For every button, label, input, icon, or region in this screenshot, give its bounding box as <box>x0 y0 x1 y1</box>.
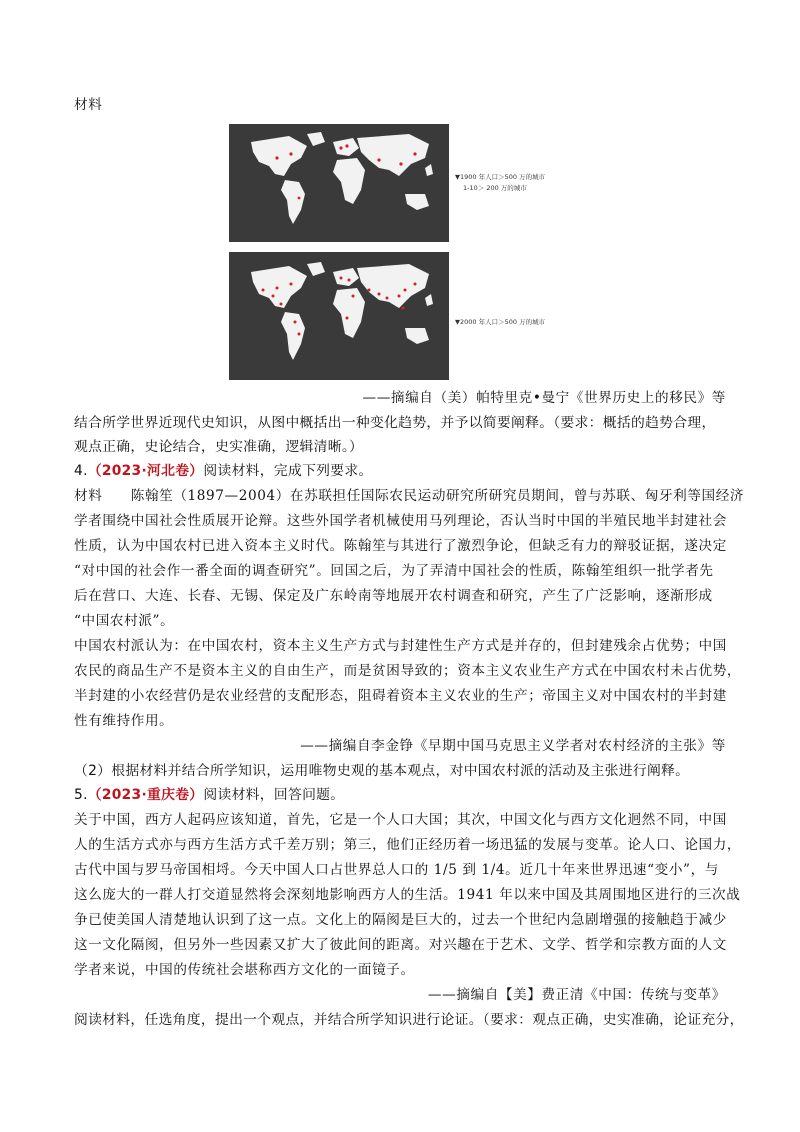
q5-material-line-1: 关于中国，西方人起码应该知道，首先，它是一个人口大国；其次，中国文化与西方文化迥然不同，中国 <box>74 812 727 828</box>
map-1900-legend-1: ▼1900 年人口＞500 万的城市 <box>455 173 546 181</box>
q5-material-line-3: 古代中国与罗马帝国相埒。今天中国人口占世界总人口的 1/5 到 1/4。近几十年来世界迅速“变小”，与 <box>74 862 719 878</box>
q4-material-line-7: 中国农村派认为：在中国农村，资本主义生产方式与封建性生产方式是并存的，但封建残余占优势；中国 <box>74 638 727 654</box>
q5-material-line-5: 争已使美国人清楚地认识到了这一点。文化上的隔阂是巨大的，过去一个世纪内急剧增强的接触趋于减少 <box>74 912 727 928</box>
world-map-1900-image <box>229 124 449 242</box>
q4-material-line-9: 半封建的小农经营仍是农业经营的支配形态，阻碍着资本主义农业的生产；帝国主义对中国农村的半封建 <box>74 688 727 704</box>
question3-line-2: 观点正确，史论结合，史实准确，逻辑清晰。） <box>74 439 364 455</box>
q5-question: 阅读材料，任选角度，提出一个观点，并结合所学知识进行论证。（要求：观点正确，史实准确，论证充分， <box>74 1012 744 1028</box>
q4-material-line-2: 学者围绕中国社会性质展开论辩。这些外国学者机械使用马列理论，否认当时中国的半殖民地半封建社会 <box>74 513 727 529</box>
q4-material-line-6: “中国农村派”。 <box>74 613 175 629</box>
q4-material-line-10: 性有维持作用。 <box>74 713 174 729</box>
q5-material-line-4: 这么庞大的一群人打交道显然将会深刻地影响西方人的生活。1941 年以来中国及其周围地区进行的三次战 <box>74 887 741 903</box>
q5-instruction: 阅读材料，回答问题。 <box>203 787 345 803</box>
q5-source: ——摘编自【美】费正清《中国：传统与变革》 <box>427 987 726 1003</box>
q4-material-line-3: 性质，认为中国农村已进入资本主义时代。陈翰笙与其进行了激烈争论，但缺乏有力的辩驳证据，遂决定 <box>74 538 727 554</box>
world-map-2000 <box>229 252 449 380</box>
q4-material-line-8: 农民的商品生产不是资本主义的自由生产，而是贫困导致的；资本主义农业生产方式在中国农村未占优势， <box>74 663 742 679</box>
q4-material-line-1: 材料 陈翰笙（1897—2004）在苏联担任国际农民运动研究所研究员期间，曾与苏联、匈牙利等国经济 <box>74 488 745 504</box>
map-2000-legend: ▼2000 年人口＞500 万的城市 <box>455 318 546 326</box>
q4-source-tag: （2023·河北卷） <box>87 463 204 479</box>
map-1900-legend-2: 1-10＞ 200 万的城市 <box>463 184 527 192</box>
q5-material-line-6: 这一文化隔阂，但另外一些因素又扩大了彼此间的距离。对兴趣在于艺术、文学、哲学和宗教方面的人文 <box>74 937 727 953</box>
q5-material-line-7: 学者来说，中国的传统社会堪称西方文化的一面镜子。 <box>74 962 415 978</box>
q5-source-tag: （2023·重庆卷） <box>87 787 204 803</box>
question3-line-1: 结合所学世界近现代史知识，从图中概括出一种变化趋势，并予以简要阐释。（要求：概括的趋势合理， <box>74 415 716 431</box>
world-map-1900 <box>229 124 449 242</box>
material-label: 材料 <box>74 97 103 113</box>
q4-material-line-5: 后在营口、大连、长春、无锡、保定及广东岭南等地展开农村调查和研究，产生了广泛影响，逐渐形成 <box>74 588 713 604</box>
q4-source: ——摘编自李金铮《早期中国马克思主义学者对农村经济的主张》等 <box>300 738 726 754</box>
q4-header <box>74 461 373 481</box>
source-manning: ——摘编自（美）帕特里克•曼宁《世界历史上的移民》等 <box>362 390 726 406</box>
q5-number: 5. <box>74 787 88 803</box>
world-map-2000-image <box>229 252 449 380</box>
q4-question: （2）根据材料并结合所学知识，运用唯物史观的基本观点，对中国农村派的活动及主张进行阐释。 <box>74 763 690 779</box>
q4-material-line-4: “对中国的社会作一番全面的调查研究”。回国之后，为了弄清中国社会的性质，陈翰笙组织一批学者先 <box>74 563 714 579</box>
q5-header <box>74 785 344 805</box>
q5-material-line-2: 人的生活方式亦与西方生活方式千差万别；第三，他们正经历着一场迅猛的发展与变革。论人口、论国力， <box>74 837 742 853</box>
q4-instruction: 阅读材料，完成下列要求。 <box>203 463 373 479</box>
q4-number: 4. <box>74 463 88 479</box>
